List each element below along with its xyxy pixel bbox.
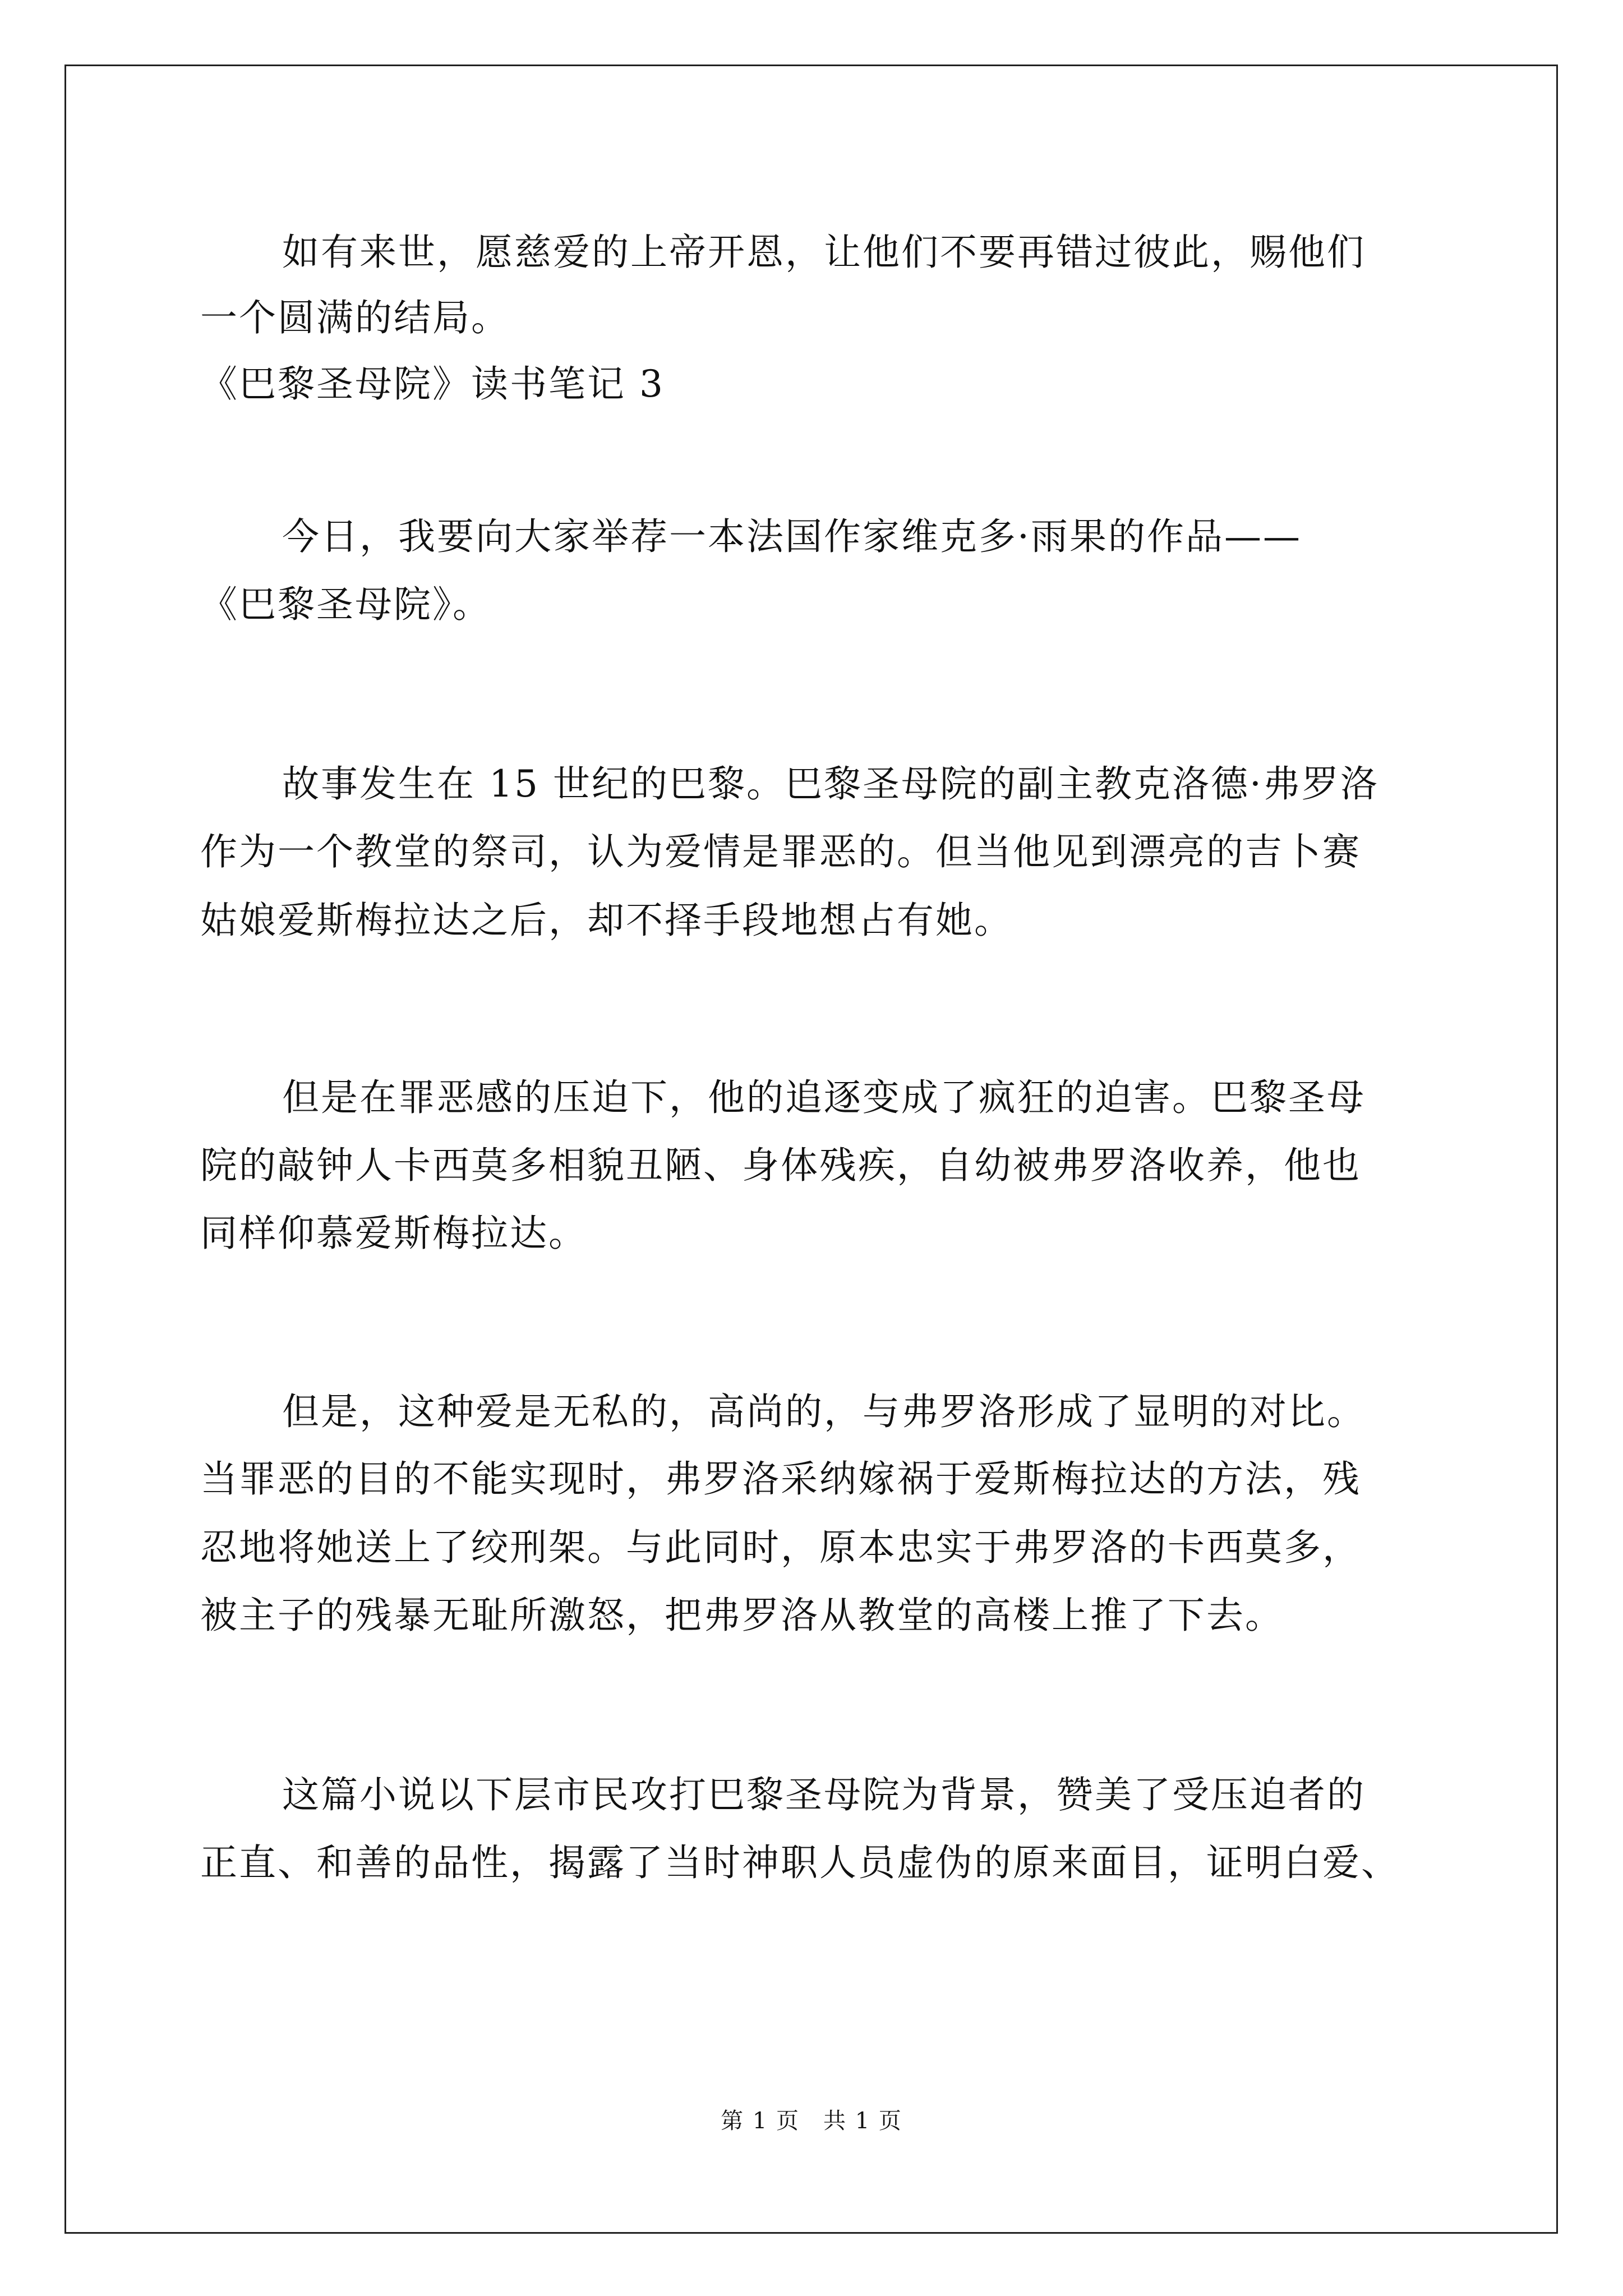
paragraph-line: 姑娘爱斯梅拉达之后，却不择手段地想占有她。 xyxy=(200,899,1013,942)
paragraph-line: 院的敲钟人卡西莫多相貌丑陋、身体残疾，自幼被弗罗洛收养，他也 xyxy=(200,1144,1361,1187)
paragraph-line: 故事发生在 15 世纪的巴黎。巴黎圣母院的副主教克洛德·弗罗洛 xyxy=(282,762,1379,806)
paragraph-line: 今日，我要向大家举荐一本法国作家维克多·雨果的作品—— xyxy=(282,515,1302,558)
paragraph-line: 如有来世，愿慈爱的上帝开恩，让他们不要再错过彼此，赐他们 xyxy=(282,231,1366,274)
paragraph-line: 同样仰慕爱斯梅拉达。 xyxy=(200,1212,587,1255)
page-footer: 第 1 页 共 1 页 xyxy=(721,2108,902,2134)
paragraph-line: 当罪恶的目的不能实现时，弗罗洛采纳嫁祸于爱斯梅拉达的方法，残 xyxy=(200,1457,1361,1501)
paragraph-line: 《巴黎圣母院》。 xyxy=(200,583,491,626)
paragraph-line: 一个圆满的结局。 xyxy=(200,296,510,339)
paragraph-line: 正直、和善的品性，揭露了当时神职人员虚伪的原来面目，证明白爱、 xyxy=(200,1841,1400,1884)
paragraph-line: 但是在罪恶感的压迫下，他的追逐变成了疯狂的迫害。巴黎圣母 xyxy=(282,1076,1366,1119)
paragraph-line: 作为一个教堂的祭司，认为爱情是罪恶的。但当他见到漂亮的吉卜赛 xyxy=(200,830,1361,873)
paragraph-line: 但是，这种爱是无私的，高尚的，与弗罗洛形成了显明的对比。 xyxy=(282,1390,1366,1433)
paragraph-line: 忍地将她送上了绞刑架。与此同时，原本忠实于弗罗洛的卡西莫多， xyxy=(200,1526,1361,1569)
section-heading: 《巴黎圣母院》读书笔记 3 xyxy=(200,362,665,406)
paragraph-line: 被主子的残暴无耻所激怒，把弗罗洛从教堂的高楼上推了下去。 xyxy=(200,1594,1284,1637)
paragraph-line: 这篇小说以下层市民攻打巴黎圣母院为背景，赞美了受压迫者的 xyxy=(282,1773,1366,1816)
